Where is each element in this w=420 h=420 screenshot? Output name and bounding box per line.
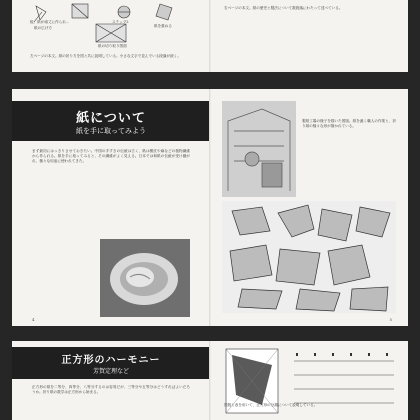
page-number-left: 4 [32,317,35,322]
section-title: 正方形のハーモニー [61,355,161,366]
body-text-right-top: 右ページの本文。紙の歴史と製法について数段落にわたって述べている。 [224,6,343,10]
page-right-middle [210,89,408,326]
page-left-top [12,0,210,72]
figure-label-4: 紙を重ねる [154,24,172,28]
page-left-middle [12,89,210,326]
figure-label-3: ステップ2 [112,20,129,24]
spread-bottom [12,341,408,420]
chapter-subtitle: 紙を手に取ってみよう [76,126,146,135]
body-text-right-middle: 製紙工場の様子を描いた図版。紙を漉く職人の作業と、折り紙の様々な形が描かれている。 [302,119,396,129]
figure-caption: 紙の切り取り図面 [98,44,127,48]
spread-top [12,0,408,72]
section-banner [12,347,210,379]
body-text-right-bottom: 図版と表を用いて、正方形の分割について説明している。 [224,403,318,407]
page-left-bottom [12,341,210,420]
page-right-top [210,0,408,72]
papermaking-engraving [222,101,296,197]
body-text-chapter-intro: まず最初にはっきりさせておきたい。中国の手すきの伝統は古く、紙は樹皮や麻などの植物繊維から作られる。紙を手に取ってみると、その繊維がよく見える。日本では和紙の伝統が受け継がれ、様々な用途に使われてきた。 [32,149,190,164]
chapter-banner [12,101,210,141]
page-number-right: 5 [389,317,392,322]
folding-diagrams [12,0,210,72]
figure-label-2: 紙の広げ方 [34,26,52,30]
body-text-left-bottom: 正方形の紙を二等分、四等分、八等分するのは容易だが、三等分や五等分はどうすればよいだろうか。折り紙の数学は正方形から始まる。 [32,385,190,395]
spread-middle [12,89,408,326]
paper-fiber-photo [100,239,190,317]
chapter-title: 紙について [76,110,146,126]
figure-label-1: 板、紙が頑丈に作られ... [30,20,70,24]
page-right-bottom [210,341,408,420]
origami-shapes-illustration [222,201,396,313]
body-text-left-top: 左ページの本文。紙の折り方を図と共に説明している。小さな文字で並んでいる段落が続く。 [30,54,181,58]
section-subtitle: 芳賀定理など [92,368,129,375]
